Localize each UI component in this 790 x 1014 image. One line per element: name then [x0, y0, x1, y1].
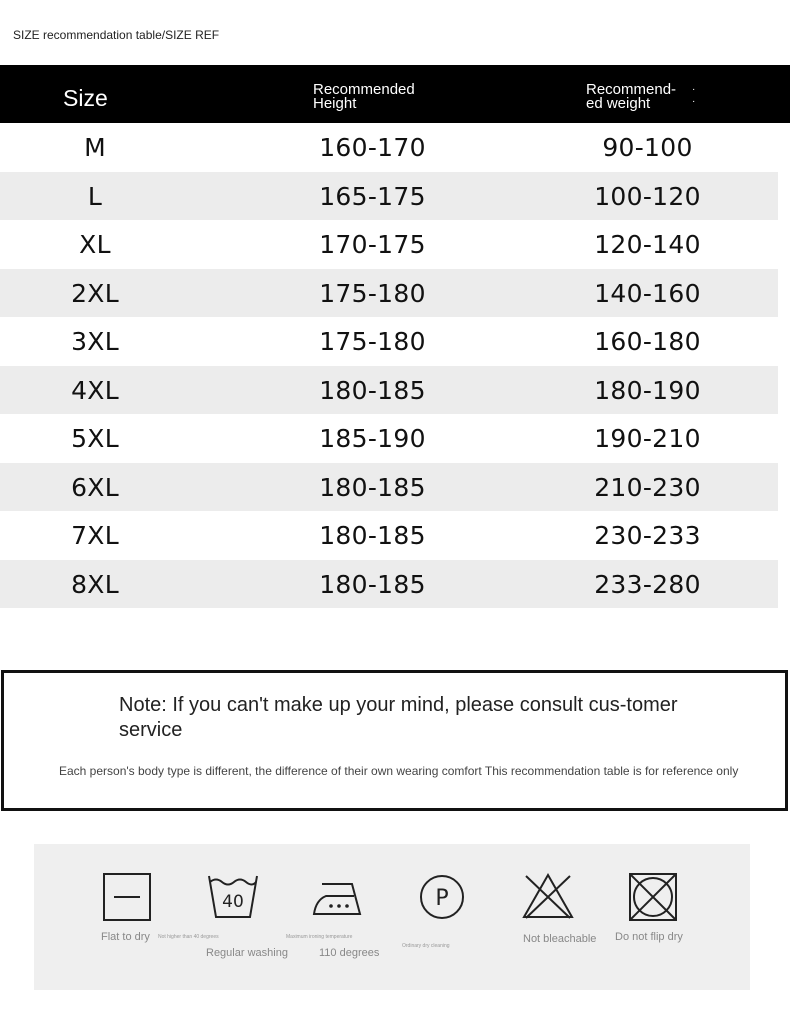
header-weight-line1: Recommend- [586, 81, 677, 98]
weight-cell: 210-230 [594, 472, 701, 502]
header-height-line2: Height [313, 95, 357, 112]
header-weight-mark1: · [692, 84, 696, 95]
header-size: Size [63, 85, 108, 111]
table-row [0, 366, 778, 415]
page-title: SIZE recommendation table/SIZE REF [13, 28, 220, 42]
height-cell: 175-180 [319, 327, 426, 356]
size-table-body [0, 123, 790, 608]
height-cell: 165-175 [319, 181, 426, 211]
height-cell: 170-175 [319, 230, 426, 259]
header-height [313, 83, 433, 111]
wash-temp-number: 40 [222, 892, 244, 912]
table-row [0, 560, 778, 609]
table-row [0, 317, 790, 366]
header-weight-line2: ed weight [586, 95, 651, 112]
height-cell: 180-185 [319, 375, 426, 405]
table-row [0, 269, 778, 318]
table-row [0, 220, 790, 269]
no-tumble-dry-label: Do not flip dry [615, 931, 683, 943]
size-cell: L [87, 181, 103, 211]
note-title: Note: If you can't make up your mind, please consult cus-tomer service [119, 694, 678, 741]
weight-cell: 120-140 [594, 230, 701, 259]
wash-label: Regular washing [206, 947, 288, 959]
weight-cell: 100-120 [594, 181, 701, 211]
size-cell: 8XL [71, 569, 119, 599]
dry-clean-letter: P [435, 886, 449, 911]
weight-cell: 233-280 [594, 569, 701, 599]
weight-cell: 140-160 [594, 278, 701, 308]
size-cell: 2XL [71, 278, 119, 308]
no-bleach-label: Not bleachable [523, 933, 597, 945]
iron-icon [312, 880, 364, 916]
iron-tiny-text: Maximum ironing temperature [286, 934, 353, 940]
table-row [0, 511, 790, 560]
weight-cell: 90-100 [602, 133, 693, 162]
note-body: Each person's body type is different, the difference of their own wearing comfort This recommendation table is for reference only [59, 764, 739, 778]
size-cell: 6XL [71, 472, 119, 502]
wash-40-icon [207, 874, 259, 920]
height-cell: 180-185 [319, 521, 426, 550]
header-height-line1: Recommended [313, 81, 415, 98]
height-cell: 185-190 [319, 424, 426, 453]
no-tumble-dry-icon [628, 872, 678, 922]
note-box [1, 670, 788, 811]
header-weight [586, 83, 706, 111]
dry-clean-tiny-text: Ordinary dry cleaning [402, 943, 450, 949]
height-cell: 180-185 [319, 472, 426, 502]
flat-dry-label: Flat to dry [101, 931, 150, 943]
size-cell: XL [79, 230, 111, 259]
care-instructions-panel [34, 844, 750, 990]
height-cell: 180-185 [319, 569, 426, 599]
table-row [0, 414, 790, 463]
wash-tiny-text: Not higher than 40 degrees [158, 934, 219, 940]
header-weight-marks [692, 84, 695, 108]
size-cell: 7XL [71, 521, 119, 550]
size-cell: M [84, 133, 106, 162]
iron-label: 110 degrees [319, 947, 380, 959]
weight-cell: 190-210 [594, 424, 701, 453]
table-header [0, 65, 790, 123]
weight-cell: 230-233 [594, 521, 701, 550]
size-cell: 5XL [71, 424, 119, 453]
table-row [0, 172, 778, 221]
flat-dry-icon [102, 872, 152, 922]
weight-cell: 180-190 [594, 375, 701, 405]
weight-cell: 160-180 [594, 327, 701, 356]
no-bleach-icon [522, 872, 574, 920]
height-cell: 160-170 [319, 133, 426, 162]
height-cell: 175-180 [319, 278, 426, 308]
table-row [0, 123, 790, 172]
dry-clean-p-icon [419, 874, 465, 920]
header-weight-mark2: · [692, 96, 696, 107]
table-row [0, 463, 778, 512]
size-cell: 3XL [71, 327, 119, 356]
size-cell: 4XL [71, 375, 119, 405]
